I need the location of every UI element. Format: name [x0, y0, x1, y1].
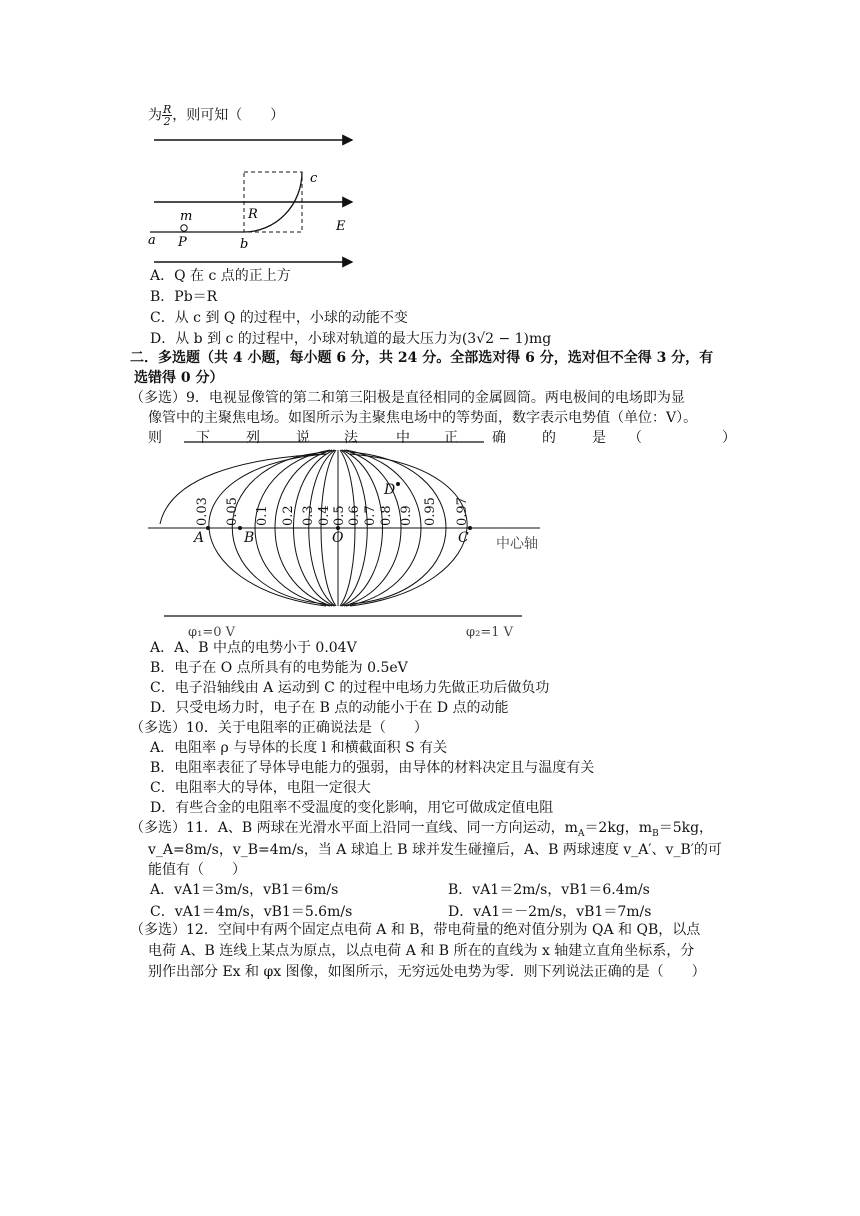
q11-line1: （多选）11．A、B 两球在光滑水平面上沿同一直线、同一方向运动，$m_A=2kg$，$m_B=5kg$， — [130, 820, 714, 839]
ball-P — [181, 225, 187, 231]
q10-option-b: B．电阻率表征了导体导电能力的强弱，由导体的材料决定且与温度有关 — [150, 760, 595, 776]
potential-label: 0.95 — [423, 497, 438, 526]
q12-line3: 别作出部分 Ex 和 φx 图像，如图所示，无穷远处电势为零．则下列说法正确的是（ ） — [148, 964, 706, 980]
section2-line1: 二．多选题（共 4 小题，每小题 6 分，共 24 分。全部选对得 6 分，选对但不全得 3 分，有 — [130, 350, 714, 366]
phi1-label: φ₁=0 V — [188, 625, 235, 640]
q8-figure — [140, 130, 370, 270]
axis-label: 中心轴 — [496, 536, 538, 552]
q8-options — [150, 266, 790, 350]
q10-stem: （多选）10．关于电阻率的正确说法是（ ） — [130, 720, 428, 736]
label-A: A — [194, 530, 205, 546]
q10 — [130, 718, 770, 822]
q8-option-d: D．从 b 到 c 的过程中，小球对轨道的最大压力为(3√2 − 1)mg — [150, 331, 552, 347]
section2-line2: 选错得 0 分） — [134, 370, 224, 386]
potential-label: 0.97 — [455, 497, 470, 526]
phi2-label: φ₂=1 V — [466, 625, 513, 640]
q8-fraction: $\frac{R}{2}$ — [163, 103, 172, 128]
q9-line3: 则 下 列 说 法 中 正 确 的 是 （ ） — [148, 430, 736, 446]
boundary-left — [160, 454, 326, 606]
label-m: m — [180, 209, 193, 224]
q9-option-b: B．电子在 O 点所具有的电势能为 0.5eV — [150, 660, 408, 676]
label-a: a — [148, 233, 156, 248]
q8-option-a: A．Q 在 c 点的正上方 — [150, 268, 291, 284]
q9-option-d: D．只受电场力时，电子在 B 点的动能小于在 D 点的动能 — [150, 700, 509, 716]
potential-label: 0.2 — [281, 505, 296, 526]
potential-label: 0.03 — [195, 497, 210, 526]
q12-line1: （多选）12．空间中有两个固定点电荷 A 和 B，带电荷量的绝对值分别为 QA 和 QB，以点 — [130, 922, 701, 938]
potential-label: 0.05 — [225, 497, 240, 526]
q10-option-d: D．有些合金的电阻率不受温度的变化影响，用它可做成定值电阻 — [150, 800, 554, 816]
q12 — [130, 920, 770, 984]
q8-option-b: B．Pb＝R — [150, 289, 218, 305]
potential-label: 0.9 — [399, 505, 414, 526]
q11-option-b: B．vA1＝2m/s，vB1＝6.4m/s — [448, 882, 650, 898]
label-c: c — [310, 171, 318, 186]
q9-line2: 像管中的主聚焦电场。如图所示为主聚焦电场中的等势面，数字表示电势值（单位：V）。 — [148, 410, 698, 426]
q9-line1: （多选）9．电视显像管的第二和第三阳极是直径相同的金属圆筒。两电极间的电场即为显 — [130, 390, 685, 406]
point-D-dot — [396, 482, 400, 486]
q8-intro-suffix: ，则可知（ ） — [172, 107, 285, 124]
potential-label: 0.8 — [379, 505, 394, 526]
label-B: B — [244, 530, 255, 546]
q11-line3: 能值有（ ） — [148, 862, 246, 878]
potential-label: 0.4 — [317, 505, 332, 526]
q11 — [130, 818, 770, 924]
q8-option-c: C．从 c 到 Q 的过程中，小球的动能不变 — [150, 310, 408, 326]
q11-option-d: D．vA1＝－2m/s，vB1＝7m/s — [448, 904, 652, 920]
q12-line2: 电荷 A、B 连线上某点为原点，以点电荷 A 和 B 所在的直线为 x 轴建立直角坐标系，分 — [148, 943, 695, 959]
label-D: D — [384, 482, 396, 498]
q9-option-a: A．A、B 中点的电势小于 0.04V — [150, 640, 357, 656]
label-E: E — [336, 219, 346, 234]
potential-label: 0.7 — [363, 505, 378, 526]
q9-option-c: C．电子沿轴线由 A 运动到 C 的过程中电场力先做正功后做负功 — [150, 680, 550, 696]
potential-label: 0.1 — [255, 505, 270, 526]
q9-options — [150, 638, 790, 722]
label-b: b — [240, 237, 249, 252]
label-P: P — [178, 235, 187, 250]
q10-option-a: A．电阻率 ρ 与导体的长度 l 和横截面积 S 有关 — [150, 740, 448, 756]
potential-label: 0.3 — [301, 505, 316, 526]
q11-option-a: A．vA1＝3m/s，vB1＝6m/s — [150, 882, 339, 898]
potential-label: 0.5 — [332, 505, 347, 526]
q11-option-c: C．vA1＝4m/s，vB1＝5.6m/s — [150, 904, 353, 920]
label-R: R — [248, 207, 258, 222]
q11-line2: v_A=8m/s，v_B=4m/s，当 A 球追上 B 球并发生碰撞后，A、B 两球速度 v_A′、v_B′的可 — [148, 842, 722, 858]
q10-option-c: C．电阻率大的导体，电阻一定很大 — [150, 780, 371, 796]
label-O: O — [332, 530, 344, 546]
section2-heading — [130, 348, 770, 390]
q9-figure — [140, 438, 560, 648]
q8-intro — [148, 104, 284, 127]
potential-label: 0.6 — [347, 505, 362, 526]
label-C: C — [458, 530, 469, 546]
q8-intro-prefix: 为 — [148, 107, 162, 124]
